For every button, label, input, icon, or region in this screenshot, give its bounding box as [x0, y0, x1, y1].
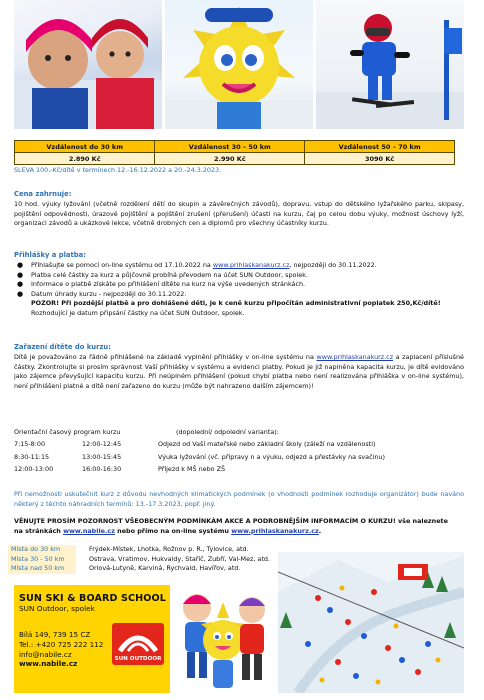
price-header-cell: Vzdálenost 30 – 50 km	[155, 141, 305, 153]
list-item: ● Platba celé částky za kurz a půjčovné probíhá převodem na účet SUN Outdoor, spolek.	[17, 270, 308, 279]
list-item: Místa 30 - 50 km	[8, 555, 76, 565]
discount-note: SLEVA 100,-Kč/dítě v termínech 12.-16.12.2022 a 20.-24.3.2023.	[14, 166, 222, 174]
photo-sun-mascot	[165, 0, 313, 129]
school-address: Bílá 149, 739 15 CZ	[19, 630, 91, 639]
bullet-icon: ●	[17, 289, 24, 298]
school-contacts	[19, 630, 103, 669]
distance-labels	[8, 545, 76, 574]
registration-section	[14, 261, 464, 319]
enrollment-link[interactable]: www.prihlaskanakurz.cz	[316, 353, 394, 361]
nabile-link[interactable]: www.nabile.cz	[63, 526, 115, 535]
payment-date-note: Rozhodující je datum připsání částky na účet SUN Outdoor, spolek.	[31, 308, 245, 317]
weather-note: Při nemožnosti uskutečnit kurz z důvodu nevhodných klimatických podmínek (o vhodnosti podmínek rozhoduje organizátor) bude naváno některý z těchto náhradních termínů: 13.-17.3.2023, popř. jiný.	[14, 490, 464, 508]
enrollment-heading: Zařazení dítěte do kurzu:	[14, 343, 111, 351]
price-value-cell: 2.890 Kč	[15, 153, 155, 165]
price-header-cell: Vzdálenost 50 – 70 km	[305, 141, 455, 153]
registration-link[interactable]: www.prihlaskanakurz.cz	[212, 261, 290, 269]
attention-notice: VĚNUJTE PROSÍM POZORNOST VŠEOBECNÝM PODMÍNKÁM AKCE A PODROBNĚJŠÍM INFORMACÍM O KURZU! vše naleznete na stránkách www.nabile.cz nebo přímo na on-line systému www.prihlaskanakurz.cz.	[14, 517, 448, 535]
price-header-cell: Vzdálenost do 30 km	[15, 141, 155, 153]
list-item: Místa do 30 km	[8, 545, 76, 555]
list-item: Ostrava, Vratimov, Hukvaldy, Staříč, Zubří, Val-Mez, atd.	[89, 554, 270, 563]
schedule-variant: (dopolední/ odpolední varianta):	[176, 428, 279, 436]
price-value-cell: 3090 Kč	[305, 153, 455, 165]
list-item: ● Přihlašujte se pomocí on-line systému od 17.10.2022 na www.prihlaskanakurz.cz, nejpozději do 30.11.2022.	[17, 261, 377, 269]
bullet-icon: ●	[17, 261, 24, 269]
list-item: ● Datum úhrady kurzu - nejpozději do 30.11.2022.	[17, 289, 187, 298]
school-web[interactable]: www.nabile.cz	[19, 659, 78, 669]
photo-strip	[14, 0, 464, 129]
list-item: Místa nad 50 km	[8, 564, 76, 574]
price-value-cell: 2.990 Kč	[155, 153, 305, 165]
list-item: Orlová-Lutyně, Karviná, Rychvald, Havířov, atd.	[89, 564, 241, 572]
mascots-illustration	[175, 584, 272, 694]
prihlaska-link[interactable]: www.prihlaskanakurz.cz	[231, 526, 319, 535]
bullet-icon: ●	[17, 270, 24, 279]
list-item: ● Informace o platbě získáte po přihlášení dítěte na kurz na výše uvedených stránkách.	[17, 280, 306, 289]
schedule-header	[14, 426, 464, 438]
price-table-header-row	[15, 141, 455, 153]
photo-children-skiers	[14, 0, 162, 129]
table-row: 8:30-11:15 13:00-15:45 Výuka lyžování (vč. přípravy n a výuku, odjezd a přestávky na svačinu)	[14, 452, 385, 461]
school-phone: Tel.: +420 725 222 112	[19, 639, 104, 649]
late-payment-warning: POZOR! Při pozdější platbě a pro dohlášené děti, je k ceně kurzu připočítán administrativní poplatek 250,Kč/dítě!	[31, 299, 441, 308]
school-email[interactable]: info@nabile.cz	[19, 649, 72, 659]
price-table	[14, 140, 455, 165]
bullet-icon: ●	[17, 280, 24, 289]
school-title: SUN SKI & BOARD SCHOOL	[19, 593, 166, 604]
table-row: 12:00-13:00 16:00-16:30 Příjezd k MŠ nebo ZŠ	[14, 465, 226, 474]
schedule	[14, 426, 464, 476]
price-table-value-row	[15, 153, 455, 165]
includes-text: 10 hod. výuky lyžování (včetně rozdělení dětí do skupin a závěrečných závodů), dopravu, vstup do dětského lyžařského parku, skipasy, pojištění odpovědnosti, úrazové pojištění a pojištění zrušení (přerušení) účasti na kurzu, čaj po celou dobu výuky, možnost úschovy lyží, organizaci závodů a ukázkové lekce, včetně drobných cen a diplomů pro všechny účastníky kurzu.	[14, 200, 464, 228]
enrollment-text: Dítě je považováno za řádně přihlášené na základě vyplnění přihlášky v on-line systému na www.prihlaskanakurz.cz a zaplacení příslušné částky. Zkontrolujte si prosím správnost Vaší přihlášky v systému a evidenci platby. Pokud je již naplněna kapacita kurzu, je dítě evidováno jako zájemce převyšující kapacitu kurzu. Při neúplném přihlášení (pokud chybí platba nebo není realizována přihláška v on-line systému), není přihlášení platné a dítě není zařazeno do kurzu (může být nahrazeno dalším zájemcem)!	[14, 353, 464, 390]
sun-outdoor-logo: SUN OUTDOOR	[112, 623, 164, 665]
schedule-title: Orientační časový program kurzu	[14, 428, 121, 436]
table-row: 7:15-8:00 12:00-12:45 Odjezd od Vaší mateřské nebo základní školy (záleží na vzdálenosti)	[14, 440, 376, 449]
distance-cities	[89, 545, 279, 574]
list-item: Frýdek-Místek, Lhotka, Rožnov p. R., Tylovice, atd.	[89, 545, 249, 553]
ski-park-illustration	[278, 552, 464, 693]
photo-child-skiing	[316, 0, 464, 129]
school-subtitle: SUN Outdoor, spolek	[19, 604, 95, 613]
school-contact-box	[14, 585, 170, 693]
includes-heading: Cena zahrnuje:	[14, 190, 72, 198]
registration-heading: Přihlášky a platba:	[14, 251, 86, 259]
